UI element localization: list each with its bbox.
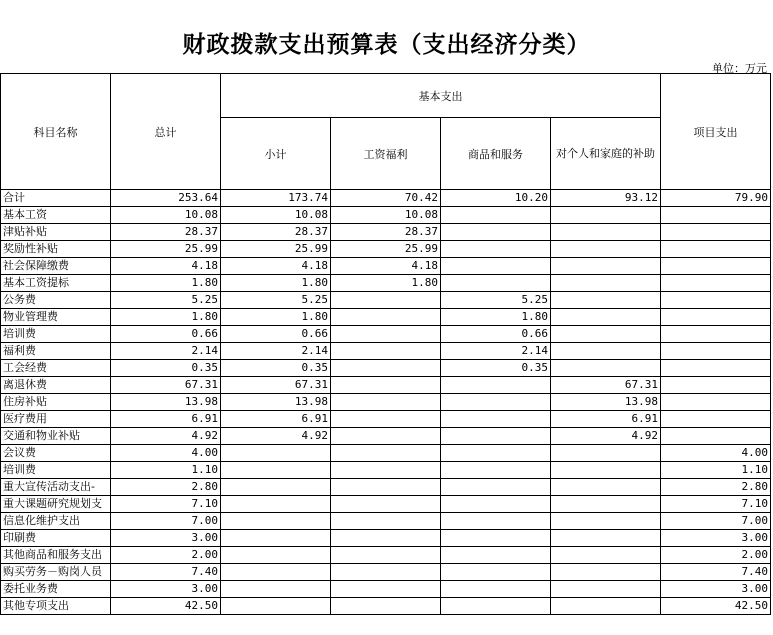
cell-name: 基本工资提标 <box>1 275 111 292</box>
cell-name: 离退休费 <box>1 377 111 394</box>
cell-subtotal: 1.80 <box>221 275 331 292</box>
table-row <box>1 581 771 598</box>
cell-individuals: 4.92 <box>551 428 661 445</box>
cell-wages <box>331 496 441 513</box>
header-goods: 商品和服务 <box>441 118 551 190</box>
cell-total: 7.00 <box>111 513 221 530</box>
cell-individuals <box>551 258 661 275</box>
cell-name: 重大课题研究规划支 <box>1 496 111 513</box>
table-row <box>1 360 771 377</box>
cell-wages <box>331 445 441 462</box>
cell-name: 购买劳务－购岗人员 <box>1 564 111 581</box>
cell-name: 印刷费 <box>1 530 111 547</box>
cell-total: 3.00 <box>111 530 221 547</box>
cell-wages <box>331 581 441 598</box>
cell-individuals <box>551 224 661 241</box>
cell-wages <box>331 394 441 411</box>
cell-project <box>661 343 771 360</box>
cell-total: 6.91 <box>111 411 221 428</box>
cell-total: 0.66 <box>111 326 221 343</box>
cell-name: 合计 <box>1 190 111 207</box>
cell-total: 67.31 <box>111 377 221 394</box>
cell-wages <box>331 428 441 445</box>
cell-project <box>661 292 771 309</box>
cell-name: 培训费 <box>1 462 111 479</box>
cell-wages: 4.18 <box>331 258 441 275</box>
cell-individuals <box>551 326 661 343</box>
cell-individuals <box>551 530 661 547</box>
cell-project: 3.00 <box>661 581 771 598</box>
cell-project <box>661 241 771 258</box>
cell-goods <box>441 258 551 275</box>
cell-wages <box>331 309 441 326</box>
table-row <box>1 207 771 224</box>
cell-individuals <box>551 309 661 326</box>
cell-subtotal <box>221 445 331 462</box>
table-row <box>1 258 771 275</box>
cell-goods <box>441 428 551 445</box>
cell-goods <box>441 207 551 224</box>
cell-subtotal <box>221 462 331 479</box>
cell-individuals <box>551 496 661 513</box>
table-row <box>1 241 771 258</box>
cell-name: 信息化维护支出 <box>1 513 111 530</box>
cell-subtotal: 6.91 <box>221 411 331 428</box>
cell-project: 3.00 <box>661 530 771 547</box>
cell-subtotal: 4.18 <box>221 258 331 275</box>
cell-project <box>661 309 771 326</box>
cell-project: 7.00 <box>661 513 771 530</box>
cell-project: 1.10 <box>661 462 771 479</box>
cell-subtotal <box>221 598 331 615</box>
cell-project <box>661 394 771 411</box>
cell-wages <box>331 513 441 530</box>
cell-project <box>661 224 771 241</box>
cell-name: 其他商品和服务支出 <box>1 547 111 564</box>
cell-goods <box>441 598 551 615</box>
cell-subtotal: 67.31 <box>221 377 331 394</box>
cell-project <box>661 275 771 292</box>
cell-wages: 1.80 <box>331 275 441 292</box>
cell-individuals <box>551 479 661 496</box>
table-row <box>1 394 771 411</box>
cell-goods <box>441 479 551 496</box>
cell-total: 4.00 <box>111 445 221 462</box>
table-row <box>1 275 771 292</box>
table-row <box>1 598 771 615</box>
cell-individuals <box>551 292 661 309</box>
cell-goods <box>441 513 551 530</box>
cell-subtotal: 5.25 <box>221 292 331 309</box>
cell-total: 2.80 <box>111 479 221 496</box>
cell-total: 4.18 <box>111 258 221 275</box>
cell-subtotal <box>221 479 331 496</box>
cell-individuals <box>551 241 661 258</box>
cell-individuals: 67.31 <box>551 377 661 394</box>
cell-wages: 10.08 <box>331 207 441 224</box>
table-row <box>1 445 771 462</box>
cell-wages <box>331 564 441 581</box>
cell-subtotal: 10.08 <box>221 207 331 224</box>
cell-name: 工会经费 <box>1 360 111 377</box>
cell-total: 28.37 <box>111 224 221 241</box>
cell-total: 2.00 <box>111 547 221 564</box>
cell-wages <box>331 479 441 496</box>
cell-wages <box>331 360 441 377</box>
cell-total: 1.80 <box>111 275 221 292</box>
cell-project <box>661 258 771 275</box>
table-row <box>1 547 771 564</box>
cell-goods <box>441 530 551 547</box>
cell-total: 7.40 <box>111 564 221 581</box>
cell-total: 13.98 <box>111 394 221 411</box>
cell-total: 4.92 <box>111 428 221 445</box>
header-subtotal: 小计 <box>221 118 331 190</box>
cell-total: 7.10 <box>111 496 221 513</box>
cell-project <box>661 326 771 343</box>
cell-wages: 25.99 <box>331 241 441 258</box>
header-project: 项目支出 <box>661 74 771 190</box>
cell-project <box>661 377 771 394</box>
cell-individuals: 6.91 <box>551 411 661 428</box>
cell-total: 253.64 <box>111 190 221 207</box>
cell-goods <box>441 547 551 564</box>
cell-total: 5.25 <box>111 292 221 309</box>
cell-subtotal <box>221 530 331 547</box>
cell-project <box>661 411 771 428</box>
cell-project <box>661 207 771 224</box>
cell-total: 1.80 <box>111 309 221 326</box>
unit-label: 单位：万元 <box>712 62 767 75</box>
cell-wages <box>331 411 441 428</box>
cell-individuals <box>551 564 661 581</box>
cell-individuals <box>551 360 661 377</box>
cell-project: 4.00 <box>661 445 771 462</box>
cell-wages <box>331 377 441 394</box>
cell-wages <box>331 530 441 547</box>
cell-total: 42.50 <box>111 598 221 615</box>
cell-wages <box>331 292 441 309</box>
cell-individuals <box>551 598 661 615</box>
cell-goods <box>441 445 551 462</box>
table-row <box>1 428 771 445</box>
table-row <box>1 479 771 496</box>
cell-project: 7.40 <box>661 564 771 581</box>
cell-goods: 0.66 <box>441 326 551 343</box>
cell-name: 其他专项支出 <box>1 598 111 615</box>
cell-goods <box>441 241 551 258</box>
header-individuals: 对个人和家庭的补助 <box>551 118 661 190</box>
cell-subtotal: 2.14 <box>221 343 331 360</box>
cell-individuals <box>551 343 661 360</box>
cell-subtotal: 1.80 <box>221 309 331 326</box>
cell-project <box>661 428 771 445</box>
cell-wages: 28.37 <box>331 224 441 241</box>
cell-subtotal <box>221 547 331 564</box>
cell-name: 培训费 <box>1 326 111 343</box>
cell-subtotal: 0.35 <box>221 360 331 377</box>
cell-goods: 10.20 <box>441 190 551 207</box>
cell-individuals: 93.12 <box>551 190 661 207</box>
table-row <box>1 462 771 479</box>
cell-project: 7.10 <box>661 496 771 513</box>
cell-name: 重大宣传活动支出- <box>1 479 111 496</box>
cell-subtotal: 28.37 <box>221 224 331 241</box>
cell-name: 基本工资 <box>1 207 111 224</box>
cell-project: 79.90 <box>661 190 771 207</box>
cell-wages <box>331 598 441 615</box>
table-row <box>1 530 771 547</box>
cell-goods <box>441 394 551 411</box>
cell-goods: 0.35 <box>441 360 551 377</box>
cell-goods <box>441 462 551 479</box>
cell-subtotal: 4.92 <box>221 428 331 445</box>
table-row <box>1 190 771 207</box>
cell-subtotal: 25.99 <box>221 241 331 258</box>
cell-name: 津贴补贴 <box>1 224 111 241</box>
cell-name: 公务费 <box>1 292 111 309</box>
cell-goods <box>441 564 551 581</box>
cell-total: 0.35 <box>111 360 221 377</box>
table-body <box>1 190 771 615</box>
cell-goods <box>441 224 551 241</box>
cell-individuals <box>551 462 661 479</box>
cell-subtotal <box>221 496 331 513</box>
cell-subtotal: 173.74 <box>221 190 331 207</box>
header-wages: 工资福利 <box>331 118 441 190</box>
header-basic: 基本支出 <box>221 74 661 118</box>
cell-total: 25.99 <box>111 241 221 258</box>
cell-subtotal <box>221 513 331 530</box>
cell-total: 2.14 <box>111 343 221 360</box>
table-row <box>1 513 771 530</box>
cell-goods <box>441 377 551 394</box>
cell-name: 委托业务费 <box>1 581 111 598</box>
table-row <box>1 326 771 343</box>
table-row <box>1 411 771 428</box>
table-row <box>1 292 771 309</box>
cell-individuals <box>551 513 661 530</box>
cell-project: 2.00 <box>661 547 771 564</box>
cell-name: 会议费 <box>1 445 111 462</box>
cell-subtotal: 0.66 <box>221 326 331 343</box>
cell-subtotal: 13.98 <box>221 394 331 411</box>
cell-subtotal <box>221 564 331 581</box>
page-title: 财政拨款支出预算表（支出经济分类） <box>182 31 591 58</box>
cell-subtotal <box>221 581 331 598</box>
cell-name: 福利费 <box>1 343 111 360</box>
header-subject: 科目名称 <box>1 74 111 190</box>
cell-wages <box>331 343 441 360</box>
cell-individuals: 13.98 <box>551 394 661 411</box>
table-row <box>1 309 771 326</box>
cell-project: 42.50 <box>661 598 771 615</box>
table-row <box>1 564 771 581</box>
cell-wages <box>331 326 441 343</box>
budget-table <box>0 73 771 615</box>
cell-individuals <box>551 581 661 598</box>
cell-individuals <box>551 547 661 564</box>
cell-goods <box>441 581 551 598</box>
cell-goods: 1.80 <box>441 309 551 326</box>
cell-goods: 5.25 <box>441 292 551 309</box>
cell-name: 住房补贴 <box>1 394 111 411</box>
cell-wages: 70.42 <box>331 190 441 207</box>
cell-individuals <box>551 207 661 224</box>
cell-goods <box>441 496 551 513</box>
cell-individuals <box>551 445 661 462</box>
cell-individuals <box>551 275 661 292</box>
cell-goods <box>441 411 551 428</box>
cell-name: 物业管理费 <box>1 309 111 326</box>
cell-total: 1.10 <box>111 462 221 479</box>
table-row <box>1 377 771 394</box>
table-row <box>1 224 771 241</box>
cell-name: 医疗费用 <box>1 411 111 428</box>
cell-name: 交通和物业补贴 <box>1 428 111 445</box>
cell-project <box>661 360 771 377</box>
table-row <box>1 496 771 513</box>
cell-goods <box>441 275 551 292</box>
cell-name: 社会保障缴费 <box>1 258 111 275</box>
cell-wages <box>331 547 441 564</box>
table-row <box>1 343 771 360</box>
cell-wages <box>331 462 441 479</box>
cell-total: 3.00 <box>111 581 221 598</box>
cell-project: 2.80 <box>661 479 771 496</box>
cell-name: 奖励性补贴 <box>1 241 111 258</box>
header-total: 总计 <box>111 74 221 190</box>
cell-total: 10.08 <box>111 207 221 224</box>
cell-goods: 2.14 <box>441 343 551 360</box>
